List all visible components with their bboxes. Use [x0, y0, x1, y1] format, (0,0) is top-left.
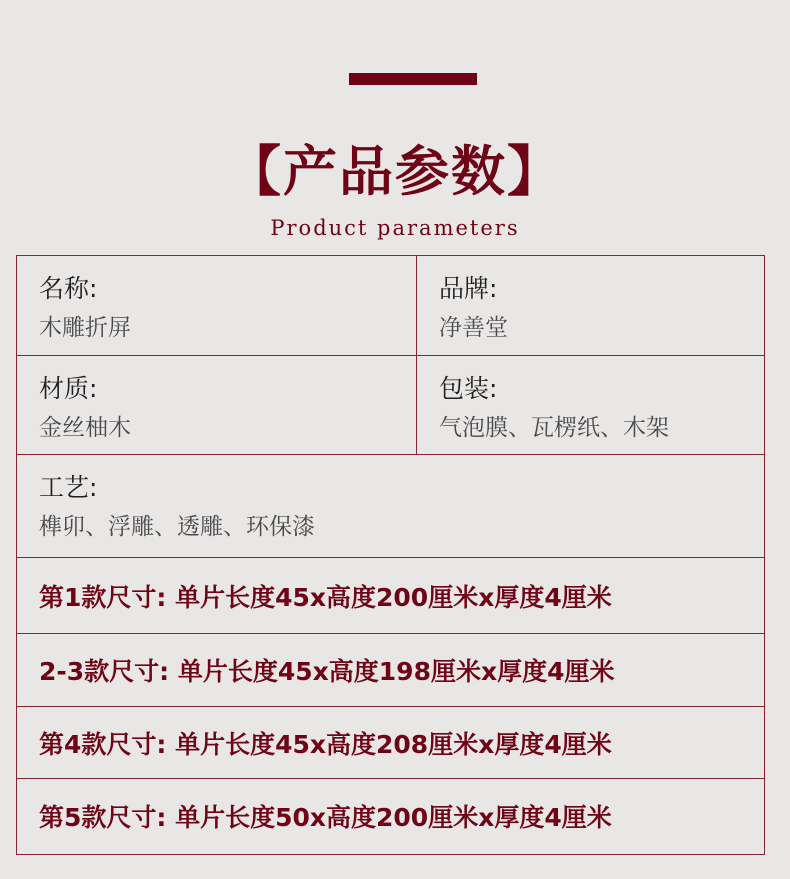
table-row — [17, 455, 764, 558]
param-craft-value: 榫卯、浮雕、透雕、环保漆 — [39, 514, 315, 540]
param-craft-label: 工艺: — [39, 473, 98, 502]
param-material-value: 金丝柚木 — [39, 415, 131, 441]
page-subtitle: Product parameters — [270, 216, 520, 240]
top-accent-bar — [349, 73, 477, 85]
param-material-cell — [17, 356, 417, 454]
param-brand-value: 净善堂 — [439, 315, 508, 341]
table-row — [17, 634, 764, 707]
param-brand-cell — [417, 256, 765, 355]
size-spec-5: 第5款尺寸: 单片长度50x高度200厘米x厚度4厘米 — [39, 803, 612, 832]
table-row — [17, 558, 764, 634]
table-row — [17, 356, 764, 455]
param-material-label: 材质: — [39, 374, 98, 403]
param-name-value: 木雕折屏 — [39, 315, 131, 341]
table-row — [17, 707, 764, 779]
param-packaging-value: 气泡膜、瓦楞纸、木架 — [439, 415, 669, 441]
size-spec-2-3: 2-3款尺寸: 单片长度45x高度198厘米x厚度4厘米 — [39, 657, 615, 686]
param-brand-label: 品牌: — [439, 274, 498, 303]
size-spec-1: 第1款尺寸: 单片长度45x高度200厘米x厚度4厘米 — [39, 582, 612, 612]
size-spec-4: 第4款尺寸: 单片长度45x高度208厘米x厚度4厘米 — [39, 729, 612, 759]
table-row — [17, 256, 764, 356]
param-name-label: 名称: — [39, 274, 98, 303]
parameters-table — [16, 255, 765, 855]
table-row — [17, 779, 764, 853]
param-name-cell — [17, 256, 417, 355]
param-packaging-label: 包装: — [439, 374, 498, 403]
param-craft-cell — [17, 455, 764, 557]
param-packaging-cell — [417, 356, 765, 454]
page-title: 【产品参数】 — [227, 140, 563, 203]
